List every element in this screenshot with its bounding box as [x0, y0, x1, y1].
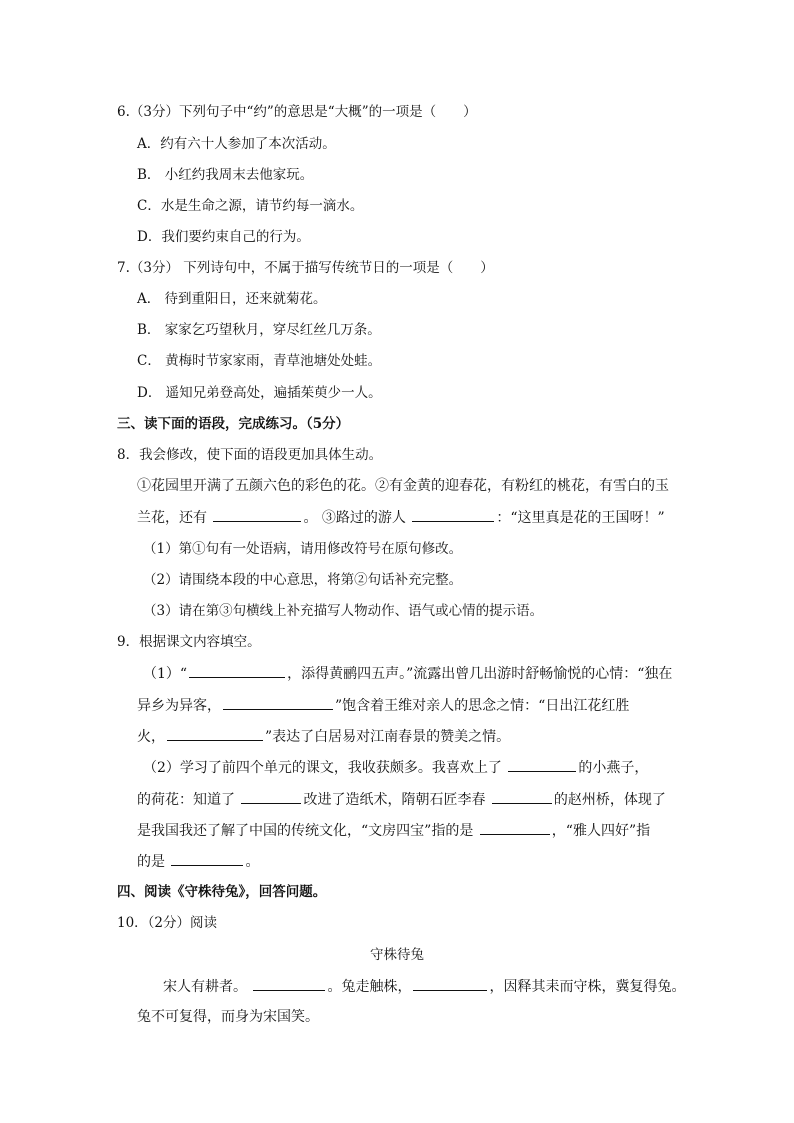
q10-answer-blank-2[interactable] [413, 977, 487, 991]
q9-line-3: 火， ”表达了白居易对江南春景的赞美之情。 [137, 729, 511, 745]
q8-paragraph-line-1: ①花园里开满了五颜六色的彩色的花。②有金黄的迎春花，有粉红的桃花，有雪白的玉 [137, 478, 669, 494]
q9-line-6: 是我国我还了解了中国的传统文化，“文房四宝”指的是 ，“雅人四好”指 [137, 823, 651, 839]
q9-answer-blank-4[interactable] [508, 758, 576, 772]
q6-option-c: C．水是生命之源，请节约每一滴水。 [137, 198, 364, 214]
q9-answer-blank-2[interactable] [223, 696, 333, 710]
q6-stem: 6.（3分）下列句子中“约”的意思是“大概”的一项是（ ） [117, 104, 477, 120]
q8-sub-1: （1）第①句有一处语病，请用修改符号在原句修改。 [143, 541, 463, 557]
section-3-heading: 三、读下面的语段，完成练习。（5分） [117, 416, 350, 432]
q7-option-a: A． 待到重阳日，还来就菊花。 [137, 291, 327, 307]
section-4-heading: 四、阅读《守株待兔》，回答问题。 [117, 884, 327, 900]
q9-line-5: 的荷花：知道了 改进了造纸术，隋朝石匠李春 的赵州桥，体现了 [137, 792, 666, 808]
q8-sub-2: （2）请围绕本段的中心意思，将第②句话补充完整。 [143, 572, 463, 588]
q8-paragraph-line-2: 兰花，还有 。 ③路过的游人 ：“这里真是花的王国呀！” [137, 510, 665, 526]
q8-sub-3: （3）请在第③句横线上补充描写人物动作、语气或心情的提示语。 [143, 603, 544, 619]
passage-title: 守株待兔 [370, 947, 424, 963]
q7-option-c: C． 黄梅时节家家雨，青草池塘处处蛙。 [137, 353, 382, 369]
q9-answer-blank-8[interactable] [171, 852, 243, 866]
q9-line-2: 异乡为异客， ”饱含着王维对亲人的思念之情：“日出江花红胜 [137, 698, 630, 714]
q10-stem: 10．（2分）阅读 [117, 915, 218, 931]
q7-option-d: D． 遥知兄弟登高处，遍插茱萸少一人。 [137, 385, 382, 401]
q9-answer-blank-1[interactable] [189, 664, 285, 678]
q7-stem: 7.（3分） 下列诗句中，不属于描写传统节日的一项是（ ） [117, 260, 494, 276]
q9-answer-blank-5[interactable] [241, 790, 301, 804]
q7-option-b: B． 家家乞巧望秋月，穿尽红丝几万条。 [137, 322, 381, 338]
passage-line-1: 宋人有耕者。 。兔走触株， ，因释其耒而守株，冀复得兔。 [163, 979, 686, 995]
q8-answer-blank-2[interactable] [412, 508, 494, 522]
q8-answer-blank-1[interactable] [213, 508, 301, 522]
q9-line-7: 的是 。 [137, 854, 260, 870]
passage-line-2: 兔不可复得，而身为宋国笑。 [137, 1009, 319, 1025]
q8-stem: 8．我会修改，使下面的语段更加具体生动。 [117, 447, 383, 463]
q6-option-b: B． 小红约我周末去他家玩。 [137, 167, 314, 183]
q10-answer-blank-1[interactable] [253, 977, 325, 991]
q9-answer-blank-7[interactable] [480, 821, 550, 835]
q9-line-4: （2）学习了前四个单元的课文，我收获颇多。我喜欢上了 的小燕子， [143, 760, 649, 776]
q9-line-1: （1）“ ，添得黄鹂四五声。”流露出曾几出游时舒畅愉悦的心情：“独在 [143, 666, 673, 682]
q9-answer-blank-6[interactable] [492, 790, 552, 804]
q9-stem: 9．根据课文内容填空。 [117, 634, 261, 650]
q6-option-a: A．约有六十人参加了本次活动。 [137, 136, 336, 152]
q9-answer-blank-3[interactable] [167, 727, 263, 741]
q6-option-d: D．我们要约束自己的行为。 [137, 229, 310, 245]
